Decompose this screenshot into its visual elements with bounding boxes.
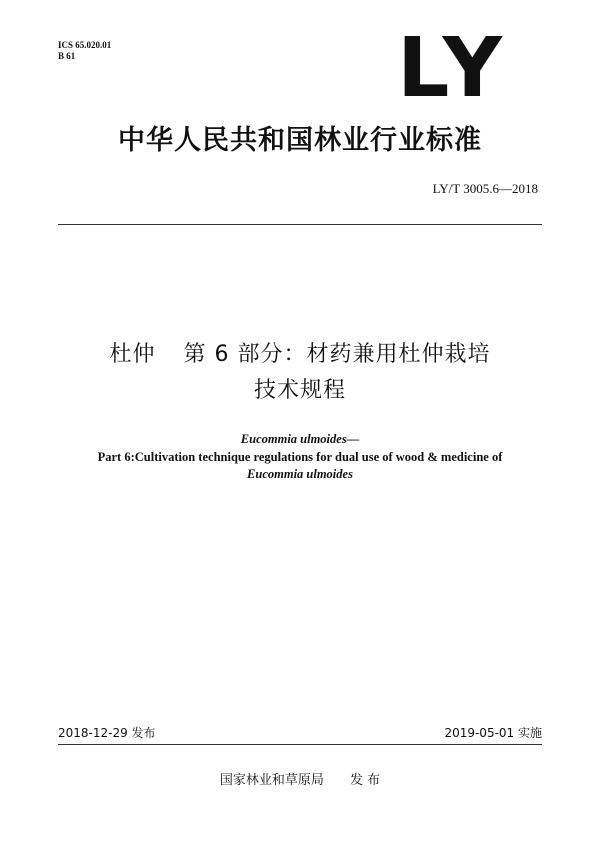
top-divider (58, 224, 542, 225)
english-title-line-1: Eucommia ulmoides— (240, 432, 360, 446)
standard-type-title: 中华人民共和国林业行业标准 (118, 125, 482, 156)
classification-codes (58, 40, 111, 62)
ly-logo: LY (397, 21, 508, 116)
title-subject: 杜仲 (109, 342, 156, 367)
document-title (0, 337, 600, 409)
ics-code: ICS 65.020.01 (58, 40, 112, 50)
publisher-name: 国家林业和草原局 (219, 773, 324, 788)
ccs-code: B 61 (58, 51, 76, 61)
publisher-action: 发 布 (349, 773, 381, 788)
document-title-line-2: 技术规程 (253, 378, 346, 403)
english-title (0, 431, 600, 484)
bottom-divider (58, 744, 542, 745)
english-title-line-3: Eucommia ulmoides (247, 467, 353, 481)
standard-number: LY/T 3005.6—2018 (432, 181, 538, 196)
publisher-line (0, 772, 600, 790)
document-title-line-1 (0, 337, 600, 373)
implementation-date: 2019-05-01 实施 (444, 726, 542, 740)
title-part: 第 6 部分：材药兼用杜仲栽培 (183, 342, 491, 367)
english-title-line-2: Part 6:Cultivation technique regulations for dual use of wood & medicine of (97, 449, 503, 464)
issue-date: 2018-12-29 发布 (58, 726, 156, 740)
